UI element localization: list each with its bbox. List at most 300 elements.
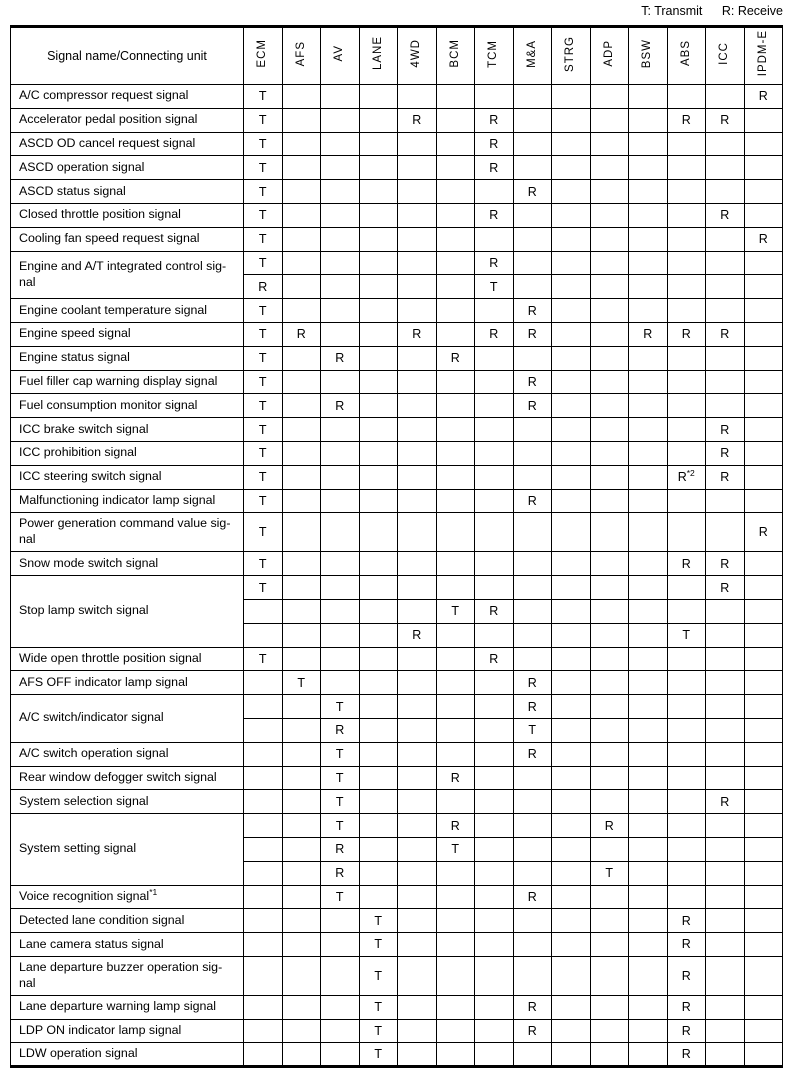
mark-cell-bsw xyxy=(629,370,668,394)
mark-cell-afs xyxy=(282,814,321,838)
mark-cell-av: R xyxy=(321,346,360,370)
mark-cell-m-a xyxy=(513,441,552,465)
signal-name-cell: Fuel consumption monitor signal xyxy=(11,394,244,418)
table-row xyxy=(11,671,783,695)
mark-cell-afs xyxy=(282,1019,321,1043)
mark-cell-afs xyxy=(282,623,321,647)
mark-cell-ipdm-e xyxy=(744,837,783,861)
mark-cell-ipdm-e xyxy=(744,718,783,742)
mark-cell-av xyxy=(321,251,360,275)
mark-cell-strg xyxy=(552,599,591,623)
mark-cell-bcm xyxy=(436,995,475,1019)
mark-cell-av: R xyxy=(321,837,360,861)
mark-cell-ecm: T xyxy=(244,299,283,323)
mark-cell-ecm: T xyxy=(244,576,283,600)
mark-cell-ecm xyxy=(244,1043,283,1067)
mark-cell-bsw xyxy=(629,885,668,909)
signal-name-cell: Stop lamp switch signal xyxy=(11,576,244,647)
mark-cell-afs xyxy=(282,1043,321,1067)
mark-cell-icc xyxy=(706,1043,745,1067)
mark-cell-bsw xyxy=(629,85,668,109)
mark-cell-adp xyxy=(590,85,629,109)
signal-name-cell: Malfunctioning indicator lamp signal xyxy=(11,489,244,513)
mark-cell-lane xyxy=(359,623,398,647)
mark-cell-adp xyxy=(590,322,629,346)
mark-cell-av xyxy=(321,441,360,465)
mark-cell-lane xyxy=(359,861,398,885)
table-row xyxy=(11,513,783,552)
mark-cell-4wd xyxy=(398,956,437,995)
mark-cell-bsw: R xyxy=(629,322,668,346)
mark-cell-abs xyxy=(667,513,706,552)
mark-cell-av xyxy=(321,108,360,132)
mark-cell-lane xyxy=(359,552,398,576)
column-header-ipdm-e xyxy=(744,27,783,85)
mark-cell-afs xyxy=(282,370,321,394)
mark-cell-bcm xyxy=(436,251,475,275)
mark-cell-lane: T xyxy=(359,909,398,933)
mark-cell-m-a xyxy=(513,933,552,957)
mark-cell-ecm xyxy=(244,742,283,766)
mark-cell-afs xyxy=(282,861,321,885)
mark-cell-bsw xyxy=(629,156,668,180)
signal-name-cell: Power generation command value sig- nal xyxy=(11,513,244,552)
mark-cell-4wd xyxy=(398,766,437,790)
mark-cell-lane xyxy=(359,742,398,766)
mark-cell-4wd xyxy=(398,647,437,671)
mark-cell-bsw xyxy=(629,418,668,442)
signal-name-cell: A/C compressor request signal xyxy=(11,85,244,109)
mark-cell-adp xyxy=(590,718,629,742)
mark-cell-strg xyxy=(552,418,591,442)
mark-cell-ecm xyxy=(244,909,283,933)
mark-cell-m-a xyxy=(513,623,552,647)
mark-cell-tcm xyxy=(475,742,514,766)
table-row xyxy=(11,790,783,814)
mark-cell-bcm xyxy=(436,108,475,132)
mark-cell-4wd xyxy=(398,299,437,323)
mark-cell-abs xyxy=(667,885,706,909)
mark-cell-av xyxy=(321,275,360,299)
mark-cell-tcm xyxy=(475,909,514,933)
mark-cell-4wd xyxy=(398,203,437,227)
mark-cell-bsw xyxy=(629,108,668,132)
mark-cell-bcm: T xyxy=(436,599,475,623)
mark-cell-strg xyxy=(552,156,591,180)
signal-name-cell: LDW operation signal xyxy=(11,1043,244,1067)
mark-cell-m-a xyxy=(513,576,552,600)
mark-cell-lane xyxy=(359,790,398,814)
mark-cell-icc xyxy=(706,933,745,957)
mark-cell-ecm: T xyxy=(244,132,283,156)
mark-cell-m-a xyxy=(513,227,552,251)
mark-cell-4wd xyxy=(398,695,437,719)
table-row xyxy=(11,85,783,109)
mark-cell-lane xyxy=(359,180,398,204)
mark-cell-4wd xyxy=(398,441,437,465)
mark-cell-4wd xyxy=(398,909,437,933)
mark-cell-m-a xyxy=(513,513,552,552)
mark-cell-tcm xyxy=(475,718,514,742)
mark-cell-adp xyxy=(590,885,629,909)
mark-cell-av xyxy=(321,299,360,323)
mark-cell-m-a: R xyxy=(513,995,552,1019)
mark-cell-lane xyxy=(359,576,398,600)
mark-cell-strg xyxy=(552,180,591,204)
mark-cell-lane xyxy=(359,322,398,346)
mark-cell-bsw xyxy=(629,513,668,552)
mark-cell-bsw xyxy=(629,695,668,719)
mark-cell-strg xyxy=(552,814,591,838)
mark-cell-strg xyxy=(552,552,591,576)
mark-cell-ecm xyxy=(244,695,283,719)
table-row xyxy=(11,909,783,933)
table-row xyxy=(11,1043,783,1067)
column-header-label: BCM xyxy=(448,39,461,68)
mark-cell-tcm xyxy=(475,766,514,790)
mark-cell-av: T xyxy=(321,766,360,790)
mark-cell-abs xyxy=(667,180,706,204)
mark-cell-strg xyxy=(552,322,591,346)
mark-cell-abs: T xyxy=(667,623,706,647)
signal-name-cell: Engine and A/T integrated control sig- nal xyxy=(11,251,244,299)
column-header-adp xyxy=(590,27,629,85)
mark-cell-tcm xyxy=(475,489,514,513)
table-row xyxy=(11,108,783,132)
mark-cell-bsw xyxy=(629,861,668,885)
mark-cell-adp xyxy=(590,790,629,814)
mark-cell-strg xyxy=(552,742,591,766)
mark-cell-tcm xyxy=(475,346,514,370)
mark-cell-afs: T xyxy=(282,671,321,695)
mark-cell-av xyxy=(321,647,360,671)
mark-cell-afs xyxy=(282,933,321,957)
mark-cell-ecm: T xyxy=(244,180,283,204)
signal-name-cell: Engine status signal xyxy=(11,346,244,370)
mark-cell-afs xyxy=(282,647,321,671)
mark-cell-m-a xyxy=(513,108,552,132)
mark-cell-afs xyxy=(282,790,321,814)
mark-cell-abs: R xyxy=(667,909,706,933)
mark-cell-strg xyxy=(552,203,591,227)
table-row xyxy=(11,180,783,204)
column-header-label: STRG xyxy=(564,35,576,72)
table-row xyxy=(11,441,783,465)
mark-cell-4wd xyxy=(398,1019,437,1043)
signal-name-cell: Accelerator pedal position signal xyxy=(11,108,244,132)
mark-cell-icc xyxy=(706,156,745,180)
mark-cell-av xyxy=(321,599,360,623)
mark-cell-tcm xyxy=(475,180,514,204)
mark-cell-afs xyxy=(282,513,321,552)
mark-cell-m-a xyxy=(513,552,552,576)
mark-cell-tcm: R xyxy=(475,322,514,346)
signal-name-cell: A/C switch operation signal xyxy=(11,742,244,766)
mark-cell-adp xyxy=(590,489,629,513)
mark-cell-abs xyxy=(667,346,706,370)
mark-cell-4wd xyxy=(398,180,437,204)
mark-cell-ipdm-e xyxy=(744,489,783,513)
mark-cell-afs xyxy=(282,108,321,132)
column-header-label: BSW xyxy=(641,38,653,69)
table-row xyxy=(11,742,783,766)
table-row xyxy=(11,766,783,790)
mark-cell-av xyxy=(321,1019,360,1043)
mark-cell-ipdm-e xyxy=(744,275,783,299)
mark-cell-av: T xyxy=(321,885,360,909)
mark-cell-ipdm-e xyxy=(744,695,783,719)
signal-name-cell: Lane departure buzzer operation sig- nal xyxy=(11,956,244,995)
mark-cell-abs xyxy=(667,251,706,275)
mark-cell-icc xyxy=(706,227,745,251)
header-row xyxy=(11,27,783,85)
mark-cell-av xyxy=(321,1043,360,1067)
mark-cell-abs xyxy=(667,203,706,227)
mark-cell-bsw xyxy=(629,671,668,695)
mark-cell-adp xyxy=(590,671,629,695)
mark-cell-adp: R xyxy=(590,814,629,838)
mark-cell-strg xyxy=(552,489,591,513)
mark-cell-tcm xyxy=(475,1019,514,1043)
mark-cell-ecm xyxy=(244,814,283,838)
mark-cell-icc: R xyxy=(706,418,745,442)
mark-cell-abs xyxy=(667,132,706,156)
mark-cell-lane xyxy=(359,370,398,394)
mark-cell-ipdm-e xyxy=(744,766,783,790)
mark-cell-lane xyxy=(359,489,398,513)
table-header xyxy=(11,27,783,85)
mark-cell-lane xyxy=(359,156,398,180)
mark-cell-afs xyxy=(282,576,321,600)
mark-cell-icc xyxy=(706,132,745,156)
mark-cell-av: R xyxy=(321,394,360,418)
mark-cell-bcm xyxy=(436,1043,475,1067)
mark-cell-m-a: R xyxy=(513,671,552,695)
mark-cell-bcm xyxy=(436,322,475,346)
mark-cell-bcm xyxy=(436,394,475,418)
mark-cell-bsw xyxy=(629,1043,668,1067)
mark-cell-av xyxy=(321,933,360,957)
mark-cell-bsw xyxy=(629,790,668,814)
mark-cell-strg xyxy=(552,671,591,695)
mark-cell-icc xyxy=(706,599,745,623)
mark-cell-icc xyxy=(706,861,745,885)
mark-cell-4wd xyxy=(398,837,437,861)
mark-cell-adp xyxy=(590,552,629,576)
mark-cell-bsw xyxy=(629,742,668,766)
mark-cell-bcm xyxy=(436,85,475,109)
mark-cell-adp xyxy=(590,180,629,204)
mark-cell-strg xyxy=(552,956,591,995)
mark-cell-afs xyxy=(282,418,321,442)
mark-cell-ipdm-e: R xyxy=(744,513,783,552)
mark-cell-tcm xyxy=(475,418,514,442)
mark-cell-av xyxy=(321,227,360,251)
mark-cell-lane xyxy=(359,837,398,861)
mark-cell-bcm xyxy=(436,156,475,180)
mark-cell-abs: R xyxy=(667,1019,706,1043)
mark-cell-m-a xyxy=(513,790,552,814)
mark-cell-m-a xyxy=(513,251,552,275)
mark-cell-av xyxy=(321,85,360,109)
mark-cell-strg xyxy=(552,108,591,132)
mark-cell-ecm: T xyxy=(244,108,283,132)
mark-cell-ipdm-e xyxy=(744,299,783,323)
mark-cell-tcm xyxy=(475,370,514,394)
mark-cell-abs xyxy=(667,837,706,861)
mark-cell-m-a: R xyxy=(513,695,552,719)
mark-cell-adp xyxy=(590,132,629,156)
column-header-label: AFS xyxy=(294,40,307,67)
column-header-label: ABS xyxy=(679,40,692,67)
mark-cell-lane: T xyxy=(359,1043,398,1067)
mark-cell-ecm: T xyxy=(244,394,283,418)
column-header-label: ICC xyxy=(718,42,730,65)
mark-cell-abs: R xyxy=(667,933,706,957)
mark-cell-icc: R xyxy=(706,441,745,465)
mark-cell-lane xyxy=(359,346,398,370)
mark-cell-bsw xyxy=(629,718,668,742)
mark-cell-adp xyxy=(590,837,629,861)
mark-cell-bsw xyxy=(629,465,668,489)
mark-cell-m-a: R xyxy=(513,742,552,766)
mark-cell-m-a xyxy=(513,956,552,995)
mark-cell-m-a xyxy=(513,465,552,489)
mark-cell-afs xyxy=(282,441,321,465)
mark-cell-ipdm-e xyxy=(744,647,783,671)
mark-cell-abs xyxy=(667,227,706,251)
mark-cell-bcm xyxy=(436,647,475,671)
mark-cell-afs xyxy=(282,956,321,995)
column-header-4wd xyxy=(398,27,437,85)
table-row xyxy=(11,647,783,671)
mark-cell-strg xyxy=(552,85,591,109)
signal-name-cell: A/C switch/indicator signal xyxy=(11,695,244,743)
mark-cell-tcm xyxy=(475,956,514,995)
mark-cell-tcm xyxy=(475,790,514,814)
mark-cell-bcm xyxy=(436,552,475,576)
mark-cell-icc xyxy=(706,180,745,204)
mark-cell-ipdm-e xyxy=(744,995,783,1019)
mark-cell-av xyxy=(321,418,360,442)
mark-cell-strg xyxy=(552,441,591,465)
mark-cell-afs xyxy=(282,156,321,180)
mark-cell-lane xyxy=(359,513,398,552)
table-row xyxy=(11,885,783,909)
mark-cell-ecm xyxy=(244,1019,283,1043)
mark-cell-lane xyxy=(359,718,398,742)
mark-cell-4wd xyxy=(398,394,437,418)
mark-cell-icc: R xyxy=(706,576,745,600)
signal-name-cell: ICC brake switch signal xyxy=(11,418,244,442)
mark-cell-bsw xyxy=(629,576,668,600)
column-header-strg xyxy=(552,27,591,85)
signal-name-cell: Lane camera status signal xyxy=(11,933,244,957)
mark-cell-m-a: R xyxy=(513,489,552,513)
mark-cell-icc xyxy=(706,742,745,766)
signal-name-cell: Fuel filler cap warning display signal xyxy=(11,370,244,394)
mark-cell-av xyxy=(321,513,360,552)
mark-cell-bsw xyxy=(629,909,668,933)
mark-cell-bcm xyxy=(436,489,475,513)
mark-cell-bcm xyxy=(436,576,475,600)
table-row xyxy=(11,489,783,513)
mark-cell-ecm: T xyxy=(244,203,283,227)
mark-cell-bsw xyxy=(629,814,668,838)
mark-cell-ecm: T xyxy=(244,489,283,513)
signal-name-cell: Voice recognition signal$^{*1}$ xyxy=(11,885,244,909)
mark-cell-tcm xyxy=(475,85,514,109)
mark-cell-m-a xyxy=(513,766,552,790)
signal-name-cell: Engine speed signal xyxy=(11,322,244,346)
mark-cell-4wd xyxy=(398,576,437,600)
mark-cell-ipdm-e xyxy=(744,203,783,227)
mark-cell-ipdm-e xyxy=(744,1019,783,1043)
mark-cell-m-a xyxy=(513,599,552,623)
mark-cell-4wd xyxy=(398,1043,437,1067)
mark-cell-lane: T xyxy=(359,933,398,957)
mark-cell-strg xyxy=(552,885,591,909)
mark-cell-strg xyxy=(552,837,591,861)
mark-cell-strg xyxy=(552,647,591,671)
mark-cell-ipdm-e xyxy=(744,132,783,156)
mark-cell-av xyxy=(321,203,360,227)
mark-cell-tcm xyxy=(475,837,514,861)
mark-cell-ipdm-e xyxy=(744,814,783,838)
footnote-marker: *2 xyxy=(686,467,695,478)
mark-cell-icc: R xyxy=(706,465,745,489)
column-header-bcm xyxy=(436,27,475,85)
mark-cell-bsw xyxy=(629,275,668,299)
mark-cell-adp xyxy=(590,275,629,299)
mark-cell-bsw xyxy=(629,647,668,671)
table-row xyxy=(11,370,783,394)
mark-cell-bsw xyxy=(629,203,668,227)
mark-cell-icc xyxy=(706,814,745,838)
table-row xyxy=(11,132,783,156)
mark-cell-tcm xyxy=(475,441,514,465)
mark-cell-abs xyxy=(667,814,706,838)
mark-cell-bsw xyxy=(629,180,668,204)
mark-cell-adp xyxy=(590,995,629,1019)
mark-cell-ipdm-e xyxy=(744,909,783,933)
mark-cell-adp xyxy=(590,1043,629,1067)
mark-cell-abs xyxy=(667,275,706,299)
mark-cell-abs xyxy=(667,718,706,742)
mark-cell-abs xyxy=(667,742,706,766)
mark-cell-bcm xyxy=(436,465,475,489)
mark-cell-lane xyxy=(359,132,398,156)
mark-cell-adp xyxy=(590,933,629,957)
mark-cell-afs xyxy=(282,718,321,742)
signal-name-cell: ASCD status signal xyxy=(11,180,244,204)
mark-cell-av xyxy=(321,909,360,933)
signal-name-cell: ICC steering switch signal xyxy=(11,465,244,489)
mark-cell-lane xyxy=(359,814,398,838)
mark-cell-bsw xyxy=(629,132,668,156)
mark-cell-av: T xyxy=(321,695,360,719)
mark-cell-ipdm-e xyxy=(744,370,783,394)
mark-cell-ecm xyxy=(244,861,283,885)
table-row xyxy=(11,814,783,838)
mark-cell-bcm xyxy=(436,418,475,442)
mark-cell-bcm xyxy=(436,513,475,552)
mark-cell-ipdm-e: R xyxy=(744,227,783,251)
mark-cell-adp xyxy=(590,695,629,719)
mark-cell-m-a: R xyxy=(513,1019,552,1043)
mark-cell-av xyxy=(321,956,360,995)
mark-cell-icc xyxy=(706,299,745,323)
